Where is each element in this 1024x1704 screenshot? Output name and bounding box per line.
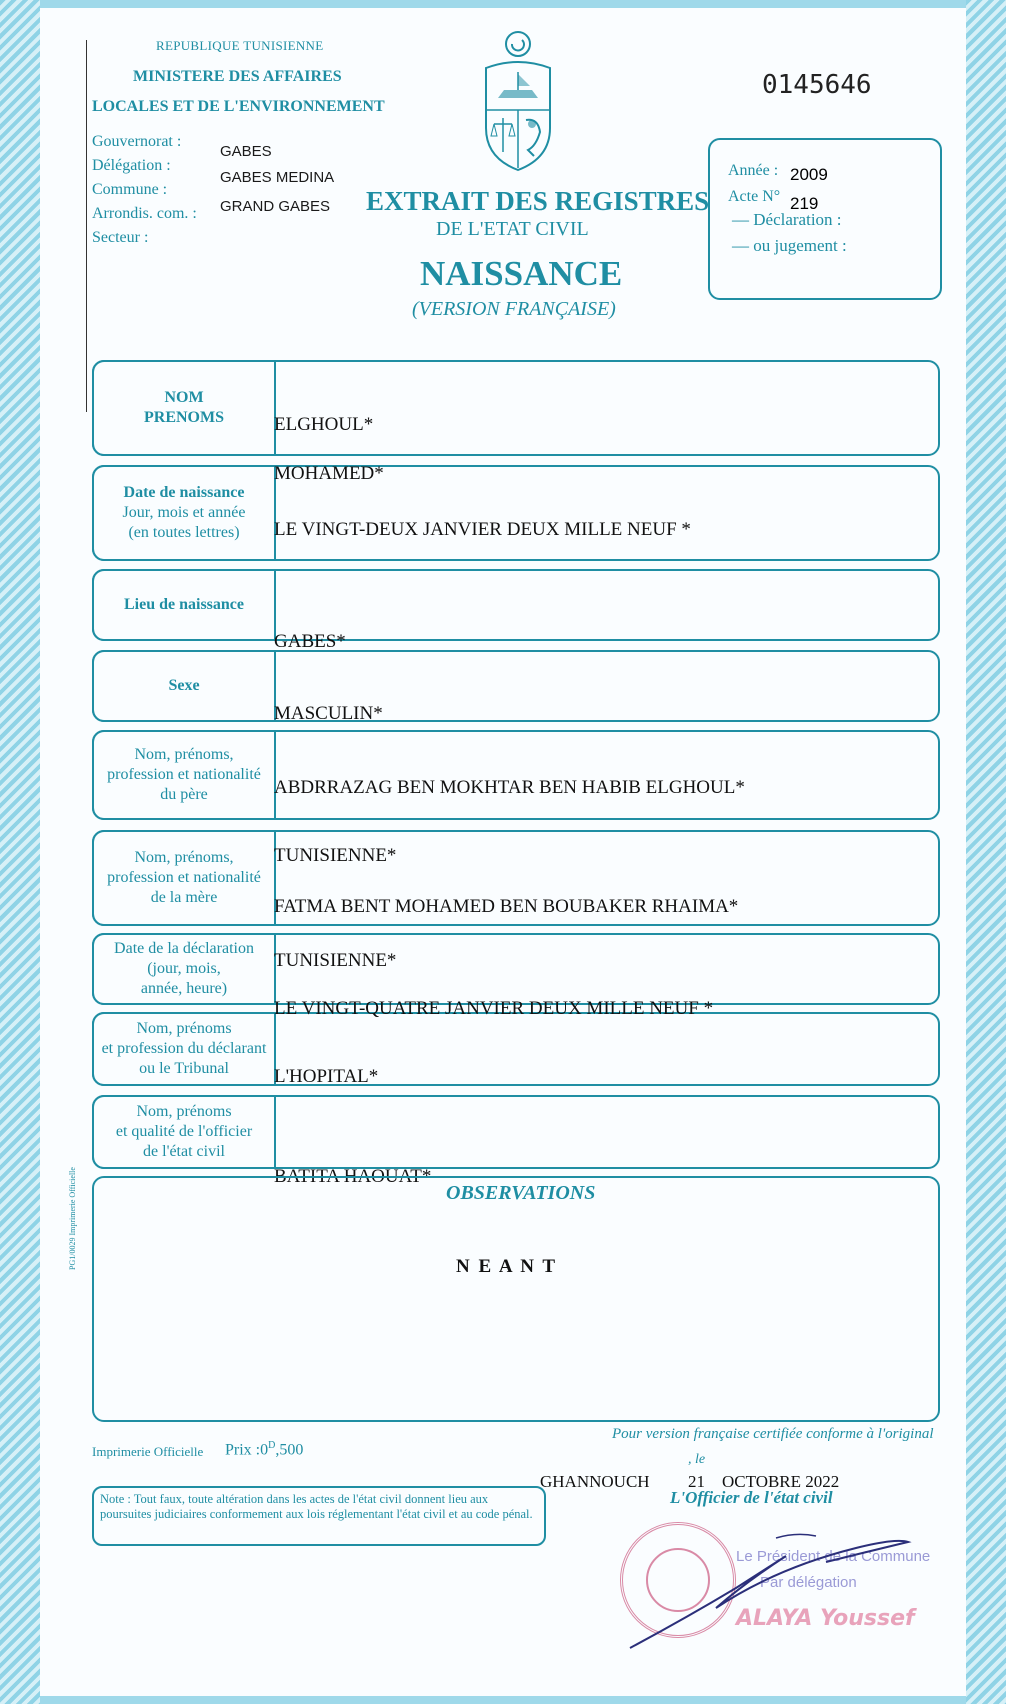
- value-date-declaration: LE VINGT-QUATRE JANVIER DEUX MILLE NEUF *: [274, 998, 714, 1019]
- value-pere: ABDRRAZAG BEN MOKHTAR BEN HABIB ELGHOUL*: [274, 777, 745, 798]
- date-naissance-label: [92, 465, 276, 561]
- lieu-label-text: Lieu de naissance: [123, 596, 244, 613]
- certification-text: Pour version française certifiée conforme à l'original: [612, 1426, 934, 1442]
- decorative-border-top: [0, 0, 1006, 8]
- date-naissance-label-line3: (en toutes lettres): [128, 524, 240, 541]
- mere-label-line2: profession et nationalité: [107, 869, 261, 886]
- republic-heading: REPUBLIQUE TUNISIENNE: [156, 38, 324, 53]
- date-naissance-label-line1: Date de naissance: [123, 484, 245, 501]
- lieu-naissance-label: [92, 569, 276, 641]
- sexe-label-text: Sexe: [168, 677, 200, 694]
- coat-of-arms-emblem: [478, 28, 558, 174]
- decorative-border-right: [966, 0, 1006, 1704]
- title-extrait: EXTRAIT DES REGISTRES: [366, 186, 710, 216]
- declarant-label-line3: ou le Tribunal: [139, 1060, 229, 1077]
- jugement-label: — ou jugement :: [732, 236, 847, 255]
- value-prenoms: MOHAMED*: [274, 463, 384, 484]
- scan-edge-line: [86, 40, 87, 412]
- printer-side-reference: PG1/0029 Imprimerie Officielle: [68, 1167, 77, 1270]
- date-declaration-label: [92, 933, 276, 1005]
- officier-title: L'Officier de l'état civil: [670, 1488, 833, 1507]
- date-declaration-label-line2: (jour, mois,: [147, 960, 221, 977]
- annee-value: 2009: [790, 165, 828, 184]
- handwritten-signature: [626, 1528, 916, 1654]
- gouvernorat-value: GABES: [220, 143, 272, 160]
- officier-label-line3: de l'état civil: [143, 1143, 225, 1160]
- value-sexe: MASCULIN*: [274, 703, 383, 724]
- sexe-label: [92, 650, 276, 722]
- officier-label: [92, 1095, 276, 1169]
- prix: [225, 1440, 303, 1459]
- mere-label-line3: de la mère: [150, 889, 218, 906]
- pere-label-line3: du père: [160, 786, 208, 803]
- declaration-label: — Déclaration :: [732, 210, 842, 229]
- value-mere-nationalite: TUNISIENNE*: [274, 950, 397, 971]
- value-pere-nationalite: TUNISIENNE*: [274, 845, 397, 866]
- decorative-border-left: [0, 0, 40, 1704]
- pere-label: [92, 730, 276, 820]
- date-naissance-label-line2: Jour, mois et année: [122, 504, 246, 521]
- observations-box: [92, 1176, 940, 1422]
- annee-label: Année :: [728, 162, 779, 179]
- officer-signature-name: ALAYA Youssef: [736, 1606, 915, 1631]
- ministry-heading-line1: MINISTERE DES AFFAIRES: [133, 68, 342, 85]
- mere-label-line1: Nom, prénoms,: [134, 849, 234, 866]
- arrondissement-label: Arrondis. com. :: [92, 205, 197, 222]
- mere-label: [92, 830, 276, 926]
- commune-value: GRAND GABES: [220, 198, 331, 215]
- declarant-label: [92, 1012, 276, 1086]
- delegation-value: GABES MEDINA: [220, 169, 335, 186]
- secteur-label: Secteur :: [92, 229, 149, 246]
- issue-date: 21 OCTOBRE 2022: [688, 1472, 840, 1491]
- decorative-border-bottom: [0, 1696, 1006, 1704]
- title-version: (VERSION FRANÇAISE): [412, 298, 616, 320]
- ministry-heading-line2: LOCALES ET DE L'ENVIRONNEMENT: [92, 98, 385, 115]
- acte-label: Acte N°: [728, 188, 781, 205]
- place-issued: GHANNOUCH: [540, 1472, 650, 1491]
- date-le: , le: [688, 1452, 706, 1467]
- value-date-naissance: LE VINGT-DEUX JANVIER DEUX MILLE NEUF *: [274, 519, 691, 540]
- value-nom: ELGHOUL*: [274, 414, 374, 435]
- title-naissance: NAISSANCE: [420, 254, 623, 293]
- stamp-text-line1: Le Président de la Commune: [736, 1548, 931, 1565]
- gouvernorat-label: Gouvernorat :: [92, 133, 182, 150]
- date-declaration-label-line3: année, heure): [140, 980, 228, 997]
- pere-label-line2: profession et nationalité: [107, 766, 261, 783]
- document-serial-number: 0145646: [762, 70, 872, 100]
- title-etat-civil: DE L'ETAT CIVIL: [436, 218, 589, 240]
- observations-content: N E A N T: [456, 1256, 558, 1277]
- officier-label-line1: Nom, prénoms: [136, 1103, 232, 1120]
- prix-sup: D: [268, 1440, 276, 1451]
- prenoms-label: PRENOMS: [144, 409, 224, 426]
- declarant-label-line1: Nom, prénoms: [136, 1020, 232, 1037]
- prix-text: Prix :0: [225, 1441, 269, 1459]
- stamp-text-line2: Par délégation: [760, 1574, 857, 1591]
- pere-label-line1: Nom, prénoms,: [134, 746, 234, 763]
- legal-note-text: Note : Tout faux, toute altération dans les actes de l'état civil donnent lieu aux poursuites judiciaires conformement aux lois réglementant l'état civil et au code pénal.: [100, 1492, 533, 1521]
- legal-note-box: [92, 1486, 546, 1546]
- delegation-label: Délégation :: [92, 157, 171, 174]
- officier-label-line2: et qualité de l'officier: [115, 1123, 253, 1140]
- value-officier: BATITA HAOUAT*: [274, 1166, 432, 1187]
- value-mere: FATMA BENT MOHAMED BEN BOUBAKER RHAIMA*: [274, 896, 739, 917]
- declarant-label-line2: et profession du déclarant: [101, 1040, 267, 1057]
- commune-label: Commune :: [92, 181, 168, 198]
- value-lieu-naissance: GABES*: [274, 631, 346, 652]
- acte-value: 219: [790, 194, 819, 213]
- observations-title: OBSERVATIONS: [446, 1182, 596, 1204]
- nom-label: NOM: [164, 389, 204, 406]
- nom-prenoms-label: [92, 360, 276, 456]
- date-declaration-label-line1: Date de la déclaration: [114, 940, 254, 957]
- value-declarant: L'HOPITAL*: [274, 1066, 379, 1087]
- prix-end: ,500: [275, 1441, 304, 1459]
- imprimerie-officielle: Imprimerie Officielle: [92, 1444, 204, 1459]
